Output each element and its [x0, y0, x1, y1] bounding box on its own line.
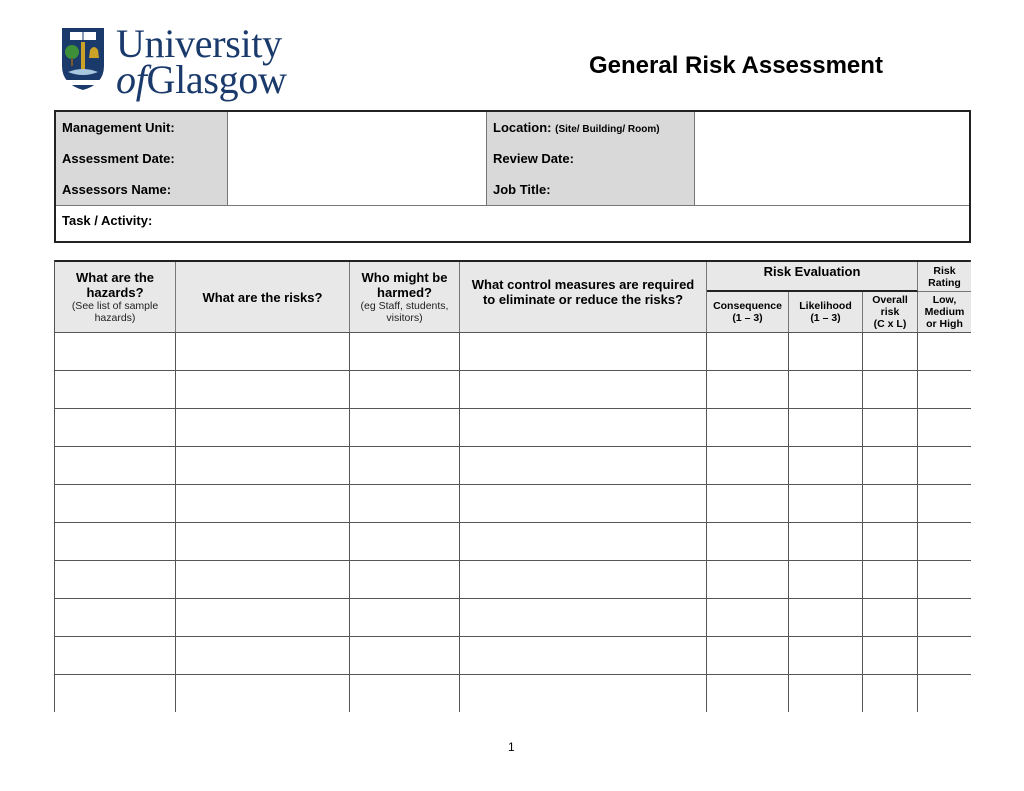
- consequence-cell[interactable]: [707, 447, 789, 484]
- header-control-measures: [460, 262, 707, 332]
- risk-cell[interactable]: [176, 447, 350, 484]
- header-risk-evaluation-title: Risk Evaluation: [763, 264, 861, 279]
- location-label-note: (Site/ Building/ Room): [555, 124, 660, 135]
- hazard-cell[interactable]: [55, 409, 176, 446]
- overall-risk-cell[interactable]: [863, 485, 918, 522]
- table-row: [55, 598, 970, 636]
- who-harmed-cell[interactable]: [350, 333, 460, 370]
- control-measures-cell[interactable]: [460, 485, 707, 522]
- who-harmed-cell[interactable]: [350, 675, 460, 712]
- risk-cell[interactable]: [176, 561, 350, 598]
- risk-cell[interactable]: [176, 485, 350, 522]
- info-row-assessment-date: [56, 143, 969, 175]
- consequence-cell[interactable]: [707, 409, 789, 446]
- header-hazards: [55, 262, 176, 332]
- header-risk-rating-title: Risk Rating: [928, 264, 961, 289]
- wordmark-line1: University: [116, 21, 282, 66]
- control-measures-cell[interactable]: [460, 447, 707, 484]
- assessment-info-table: [54, 110, 971, 243]
- control-measures-cell[interactable]: [460, 599, 707, 636]
- table-row: [55, 484, 970, 522]
- hazard-cell[interactable]: [55, 523, 176, 560]
- who-harmed-cell[interactable]: [350, 371, 460, 408]
- overall-risk-cell[interactable]: [863, 447, 918, 484]
- page-number: 1: [508, 740, 515, 754]
- table-row: [55, 560, 970, 598]
- overall-risk-cell[interactable]: [863, 333, 918, 370]
- location-field[interactable]: [695, 112, 969, 143]
- hazard-cell[interactable]: [55, 485, 176, 522]
- wordmark-line2: [116, 57, 287, 102]
- likelihood-cell[interactable]: [789, 523, 863, 560]
- header-who-title: Who might be harmed?: [361, 270, 448, 300]
- overall-risk-cell[interactable]: [863, 371, 918, 408]
- who-harmed-cell[interactable]: [350, 523, 460, 560]
- who-harmed-cell[interactable]: [350, 447, 460, 484]
- hazard-cell[interactable]: [55, 371, 176, 408]
- control-measures-cell[interactable]: [460, 371, 707, 408]
- header-hazards-title: What are the hazards?: [75, 270, 154, 300]
- header-overall-risk: [863, 292, 918, 332]
- who-harmed-cell[interactable]: [350, 599, 460, 636]
- location-label: [487, 112, 695, 143]
- header-who-harmed: [350, 262, 460, 332]
- likelihood-cell[interactable]: [789, 485, 863, 522]
- overall-risk-cell[interactable]: [863, 675, 918, 712]
- university-logo: [60, 21, 287, 102]
- header-controls-title: What control measures are required to eliminate or reduce the risks?: [471, 277, 695, 307]
- overall-risk-cell[interactable]: [863, 561, 918, 598]
- management-unit-field[interactable]: [228, 112, 487, 143]
- control-measures-cell[interactable]: [460, 523, 707, 560]
- risk-rating-cell[interactable]: [918, 523, 971, 560]
- risk-cell[interactable]: [176, 409, 350, 446]
- info-row-management-unit: [56, 112, 969, 144]
- likelihood-cell[interactable]: [789, 637, 863, 674]
- risk-rating-cell[interactable]: [918, 637, 971, 674]
- consequence-cell[interactable]: [707, 561, 789, 598]
- header-risk-evaluation: [707, 262, 918, 292]
- header-overall-formula: (C x L): [873, 318, 907, 330]
- assessors-name-field[interactable]: [228, 174, 487, 205]
- assessors-name-label: Assessors Name:: [56, 174, 228, 205]
- risk-cell[interactable]: [176, 523, 350, 560]
- header-consequence-range: (1 – 3): [732, 312, 763, 324]
- who-harmed-cell[interactable]: [350, 409, 460, 446]
- hazard-cell[interactable]: [55, 675, 176, 712]
- risk-rating-cell[interactable]: [918, 561, 971, 598]
- hazard-cell[interactable]: [55, 637, 176, 674]
- header-risk-rating-options-text: Low, Medium or High: [924, 294, 965, 330]
- table-row: [55, 522, 970, 560]
- table-row: [55, 370, 970, 408]
- risk-cell[interactable]: [176, 637, 350, 674]
- likelihood-cell[interactable]: [789, 371, 863, 408]
- risk-rating-cell[interactable]: [918, 371, 971, 408]
- control-measures-cell[interactable]: [460, 333, 707, 370]
- risk-rating-cell[interactable]: [918, 409, 971, 446]
- info-row-assessors-name: [56, 174, 969, 206]
- risk-rating-cell[interactable]: [918, 675, 971, 712]
- control-measures-cell[interactable]: [460, 675, 707, 712]
- overall-risk-cell[interactable]: [863, 599, 918, 636]
- review-date-field[interactable]: [695, 143, 969, 174]
- wordmark-of: of: [116, 57, 147, 102]
- likelihood-cell[interactable]: [789, 599, 863, 636]
- consequence-cell[interactable]: [707, 637, 789, 674]
- who-harmed-cell[interactable]: [350, 561, 460, 598]
- job-title-label: Job Title:: [487, 174, 695, 205]
- header-risks: [176, 262, 350, 332]
- management-unit-label: Management Unit:: [56, 112, 228, 143]
- risk-rating-cell[interactable]: [918, 333, 971, 370]
- hazard-cell[interactable]: [55, 447, 176, 484]
- header-risk-rating-options: [918, 292, 971, 332]
- table-row: [55, 446, 970, 484]
- table-row: [55, 674, 970, 712]
- consequence-cell[interactable]: [707, 333, 789, 370]
- consequence-cell[interactable]: [707, 485, 789, 522]
- hazard-cell[interactable]: [55, 333, 176, 370]
- header-overall-title: Overall risk: [872, 294, 908, 318]
- header-who-note: (eg Staff, students, visitors): [360, 300, 449, 324]
- control-measures-cell[interactable]: [460, 409, 707, 446]
- likelihood-cell[interactable]: [789, 447, 863, 484]
- overall-risk-cell[interactable]: [863, 409, 918, 446]
- header-likelihood-range: (1 – 3): [810, 312, 841, 324]
- assessment-date-field[interactable]: [228, 143, 487, 174]
- header-consequence-title: Consequence: [713, 300, 782, 312]
- consequence-cell[interactable]: [707, 599, 789, 636]
- table-row: [55, 636, 970, 674]
- consequence-cell[interactable]: [707, 675, 789, 712]
- header-risks-title: What are the risks?: [202, 289, 323, 305]
- header-consequence: [707, 292, 789, 332]
- university-crest-icon: [60, 26, 106, 92]
- task-activity-label: Task / Activity:: [62, 213, 153, 228]
- document-title: General Risk Assessment: [589, 52, 883, 79]
- likelihood-cell[interactable]: [789, 333, 863, 370]
- consequence-cell[interactable]: [707, 371, 789, 408]
- risk-cell[interactable]: [176, 371, 350, 408]
- who-harmed-cell[interactable]: [350, 637, 460, 674]
- task-activity-field[interactable]: [56, 205, 969, 241]
- header-likelihood-title: Likelihood: [799, 300, 852, 312]
- likelihood-cell[interactable]: [789, 409, 863, 446]
- risk-cell[interactable]: [176, 599, 350, 636]
- risk-cell[interactable]: [176, 333, 350, 370]
- job-title-field[interactable]: [695, 174, 969, 205]
- control-measures-cell[interactable]: [460, 561, 707, 598]
- hazard-cell[interactable]: [55, 561, 176, 598]
- likelihood-cell[interactable]: [789, 675, 863, 712]
- table-row: [55, 408, 970, 446]
- wordmark-glasgow: Glasgow: [146, 57, 287, 102]
- overall-risk-cell[interactable]: [863, 637, 918, 674]
- header-risk-rating: [918, 262, 971, 292]
- university-wordmark: [116, 21, 287, 102]
- risk-rating-cell[interactable]: [918, 485, 971, 522]
- who-harmed-cell[interactable]: [350, 485, 460, 522]
- risk-cell[interactable]: [176, 675, 350, 712]
- overall-risk-cell[interactable]: [863, 523, 918, 560]
- review-date-label: Review Date:: [487, 143, 695, 174]
- likelihood-cell[interactable]: [789, 561, 863, 598]
- header-hazards-note: (See list of sample hazards): [71, 300, 159, 324]
- risk-rating-cell[interactable]: [918, 447, 971, 484]
- risk-rating-cell[interactable]: [918, 599, 971, 636]
- risk-assessment-table: [54, 260, 971, 712]
- location-label-text: Location:: [493, 120, 552, 135]
- assessment-date-label: Assessment Date:: [56, 143, 228, 174]
- table-row: [55, 332, 970, 370]
- control-measures-cell[interactable]: [460, 637, 707, 674]
- header-likelihood: [789, 292, 863, 332]
- consequence-cell[interactable]: [707, 523, 789, 560]
- hazard-cell[interactable]: [55, 599, 176, 636]
